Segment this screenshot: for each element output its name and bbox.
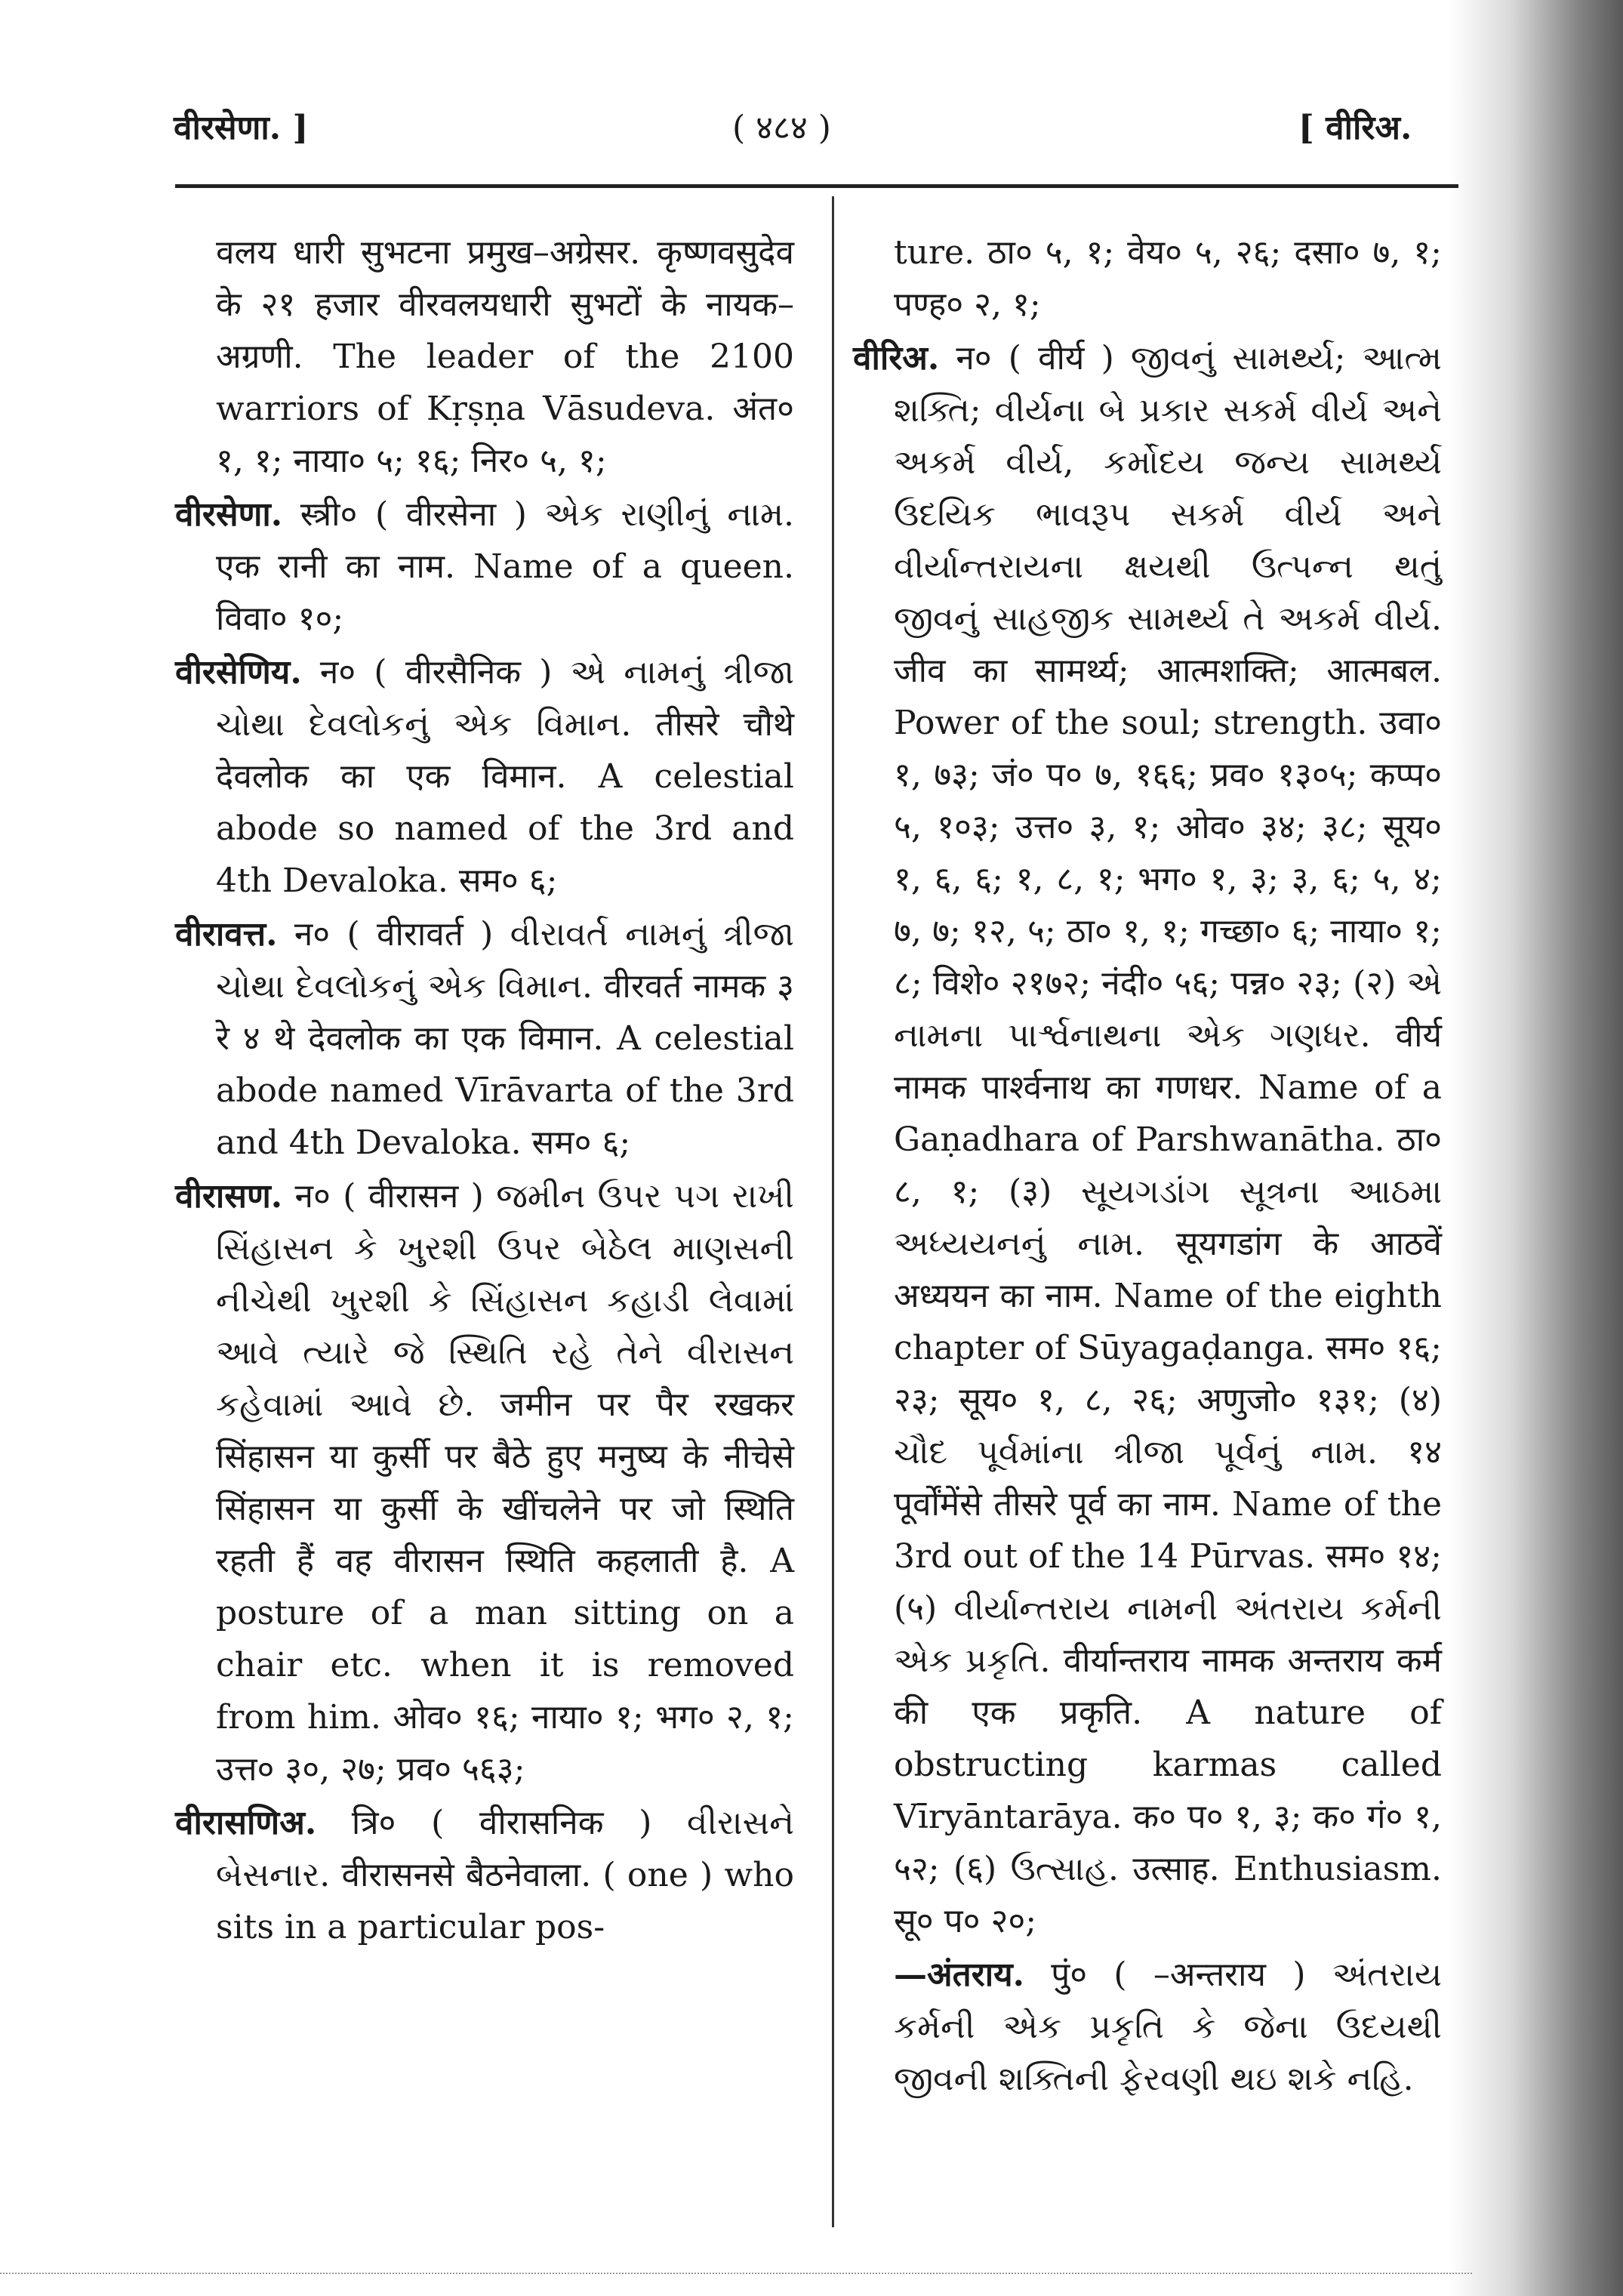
entry-text: न० ( वीरसैनिक ) એ નામનું ત્રીજા ચોથા દેવલોકનું એક વિમાન. तीसरे चौथे देवलोक का एक विमान. A celestial abode so named of the 3rd and 4th Devaloka. सम० ६; (216, 653, 794, 900)
left-column (175, 227, 794, 1955)
scan-edge-line (0, 2273, 1472, 2276)
entry-text: वलय धारी सुभटना प्रमुख–अग्रेसर. कृष्णवसुदेव के २१ हजार वीरवलयधारी सुभटों के नायक–अग्रणी. The leader of the 2100 warriors of Kṛṣṇa Vāsudeva. अंत० १, १; नाया० ५; १६; निर० ५, १; (216, 233, 794, 480)
column-divider (832, 196, 834, 2227)
running-head-right: [ वीरिअ. (1298, 109, 1412, 147)
entry-text: ture. ठा० ५, १; वेय० ५, २६; दसा० ७, १; पण्ह० २, १; (894, 233, 1442, 324)
entry-headword: वीरसेणिय. (175, 653, 302, 692)
entry-headword: वीरावत्त. (175, 915, 278, 954)
dictionary-entry (175, 908, 794, 1169)
dictionary-subentry (853, 1949, 1442, 2105)
entry-text: पुं० ( –अन्तराय ) અંતરાય કર્મની એક પ્રકૃતિ કે જેના ઉદયથી જીવની શક્તિની ફેરવણી થઇ શકે નહિ. (894, 1955, 1442, 2098)
entry-headword: वीरासण. (175, 1177, 283, 1216)
entry-headword: वीरासणिअ. (175, 1804, 317, 1842)
entry-text: न० ( वीरावर्त ) વીરાવર્ત નામનું ત્રીજા ચોથા દેવલોકનું એક વિમાન. वीरवर्त नामक ३ रे ४ थे देवलोक का एक विमान. A celestial abode named Vīrāvarta of the 3rd and 4th Devaloka. सम० ६; (216, 915, 794, 1162)
entry-text: त्रि० ( वीरासनिक ) વીરાસને બેસનાર. वीरासनसे बैठनेवाला. ( one ) who sits in a particular pos- (216, 1804, 794, 1946)
entry-text: न० ( वीर्य ) જીવનું સામર્થ્ય; આત્મ શક્તિ; વીર્યના બે પ્રકાર સકર્મ વીર્ય અને અકર્મ વીર્ય, કર્મોદય જન્ય સામર્થ્ય ઉદયિક ભાવરૂપ સકર્મ વીર્ય અને વીર્યાન્તરાયના ક્ષયથી ઉત્પન્ન થતું જીવનું સાહજીક સામર્થ્ય તે અકર્મ વીર્ય. जीव का सामर्थ्य; आत्मशक्ति; आत्मबल. Power of the soul; strength. उवा० १, ७३; जं० प० ७, १६६; प्रव० १३०५; कप्प० ५, १०३; उत्त० ३, १; ओव० ३४; ३८; सूय० १, ६, ६; १, ८, १; भग० १, ३; ३, ६; ५, ४; ७, ७; १२, ५; ठा० १, १; गच्छा० ६; नाया० १; ८; विशे० २१७२; नंदी० ५६; पन्न० २३; (२) એ નામના પાર્શ્વનાથના એક ગણધર. वीर्य नामक पार्श्वनाथ का गणधर. Name of a Gaṇadhara of Parshwanātha. ठा० ८, १; (३) સૂયગડાંગ સૂત્રના આઠમા અધ્યયનનું નામ. सूयगडांग के आठवें अध्ययन का नाम. Name of the eighth chapter of Sūyagaḍanga. सम० १६; २३; सूय० १, ८, २६; अणुजो० १३१; (४) ચૌદ પૂર્વમાંના ત્રીજા પૂર્વનું નામ. १४ पूर्वोंमेंसे तीसरे पूर्व का नाम. Name of the 3rd out of the 14 Pūrvas. सम० १४; (५) વીર્યાન્તરાય નામની અંતરાય કર્મની એક પ્રકૃતિ. वीर्यान्तराय नामक अन्तराय कर्म की एक प्रकृति. A nature of obstructing karmas called Vīryāntarāya. क० प० १, ३; क० गं० १, ५२; (६) ઉત્સાહ. उत्साह. Enthusiasm. सू० प० २०; (894, 339, 1442, 1940)
dictionary-entry (853, 227, 1442, 331)
entry-headword: वीरिअ. (853, 339, 940, 378)
dictionary-entry (853, 332, 1442, 1947)
page-number: ( ४८४ ) (732, 109, 831, 147)
header-rule (175, 184, 1458, 188)
dictionary-entry (175, 227, 794, 487)
right-column (853, 227, 1442, 2106)
dictionary-entry (175, 488, 794, 645)
dictionary-entry (175, 1797, 794, 1953)
entry-headword: वीरसेणा. (175, 495, 283, 534)
dictionary-entry (175, 1170, 794, 1795)
entry-headword: —अंतराय. (894, 1955, 1024, 1994)
page-binding-shadow (1449, 0, 1623, 2296)
dictionary-entry (175, 646, 794, 907)
running-head-left: वीरसेणा. ] (174, 109, 309, 147)
entry-text: स्त्री० ( वीरसेना ) એક રાણીનું નામ. एक रानी का नाम. Name of a queen. विवा० १०; (216, 495, 794, 638)
entry-text: न० ( वीरासन ) જમીન ઉપર પગ રાખી સિંહાસન કે ખુરશી ઉપર બેઠેલ માણસની નીચેથી ખુરશી કે સિંહાસન કહાડી લેવામાં આવે ત્યારે જે સ્થિતિ રહે તેને વીરાસન કહેવામાં આવે છે. जमीन पर पैर रखकर सिंहासन या कुर्सी पर बैठे हुए मनुष्य के नीचेसे सिंहासन या कुर्सी के खींचलेने पर जो स्थिति रहती हैं वह वीरासन स्थिति कहलाती है. A posture of a man sitting on a chair etc. when it is removed from him. ओव० १६; नाया० १; भग० २, १; उत्त० ३०, २७; प्रव० ५६३; (216, 1177, 794, 1789)
